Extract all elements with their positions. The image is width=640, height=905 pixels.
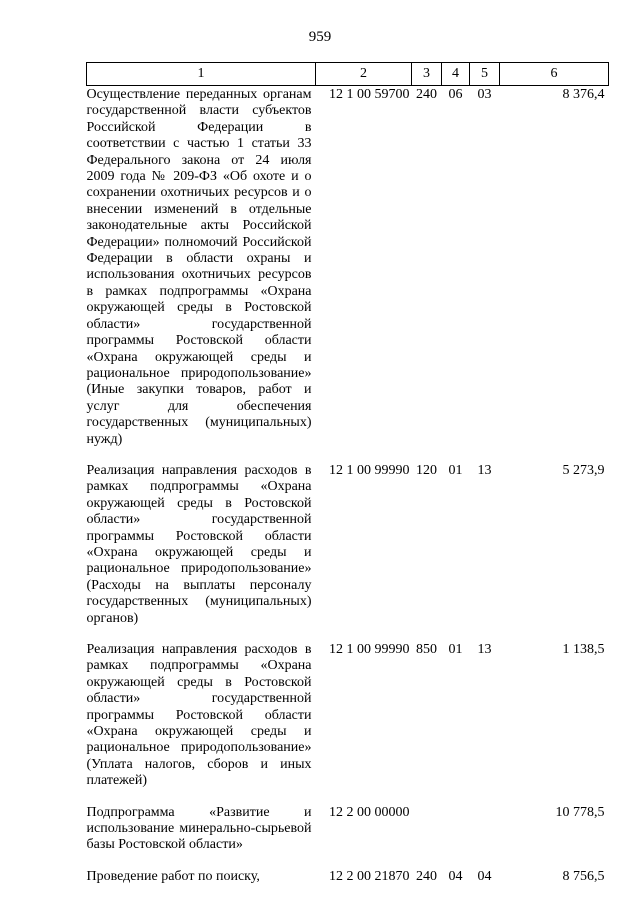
expense-type-code: 240 [416, 868, 437, 884]
table-row [87, 641, 609, 804]
section-code: 04 [448, 868, 463, 884]
subsection-code: 13 [477, 642, 492, 657]
target-article-code: 12 2 00 21870 [329, 868, 410, 884]
page-number: 959 [308, 29, 332, 45]
column-header-3: 3 [412, 63, 442, 86]
column-header-5: 5 [470, 63, 500, 86]
subsection-code [470, 804, 500, 868]
section-code [442, 804, 470, 868]
amount: 1 138,5 [562, 642, 605, 657]
expense-type-code: 850 [416, 642, 437, 657]
budget-table [86, 62, 609, 899]
section-code: 01 [448, 642, 463, 657]
column-header-6: 6 [500, 63, 609, 86]
table-row [87, 462, 609, 641]
expense-name: Проведение работ по поиску, [86, 868, 260, 884]
subsection-code: 03 [477, 87, 492, 102]
table-header [87, 63, 609, 86]
table-body [87, 86, 609, 900]
table-row [87, 86, 609, 462]
amount: 10 778,5 [555, 804, 605, 820]
target-article-code: 12 1 00 59700 [329, 87, 410, 102]
expense-type-code [412, 804, 442, 868]
target-article-code: 12 1 00 99990 [329, 462, 410, 478]
section-code: 06 [448, 87, 463, 102]
subsection-code: 13 [477, 462, 492, 478]
expense-type-code: 120 [416, 462, 437, 478]
expense-name: Подпрограмма «Развитие и использование минерально-сырьевой базы Ростовской области» [86, 804, 312, 853]
column-header-2: 2 [316, 63, 412, 86]
column-header-4: 4 [442, 63, 470, 86]
expense-type-code: 240 [416, 87, 437, 102]
header-row [87, 63, 609, 86]
amount: 8 756,5 [562, 868, 605, 884]
amount: 8 376,4 [562, 87, 605, 102]
table-row [87, 868, 609, 899]
expense-name: Осуществление переданных органам государственной власти субъектов Российской Федерации в соответствии с частью 1 статьи 33 Федерального закона от 24 июля 2009 года № 209-ФЗ «Об охоте и о сохранении охотничьих ресурсов и о внесении изменений в отдельные законодательные акты Российской Федерации» полномочий Российской Федерации в области охраны и использования охотничьих ресурсов в рамках подпрограммы «Охрана окружающей среды в Ростовской области» государственной программы Ростовской области «Охрана окружающей среды и рациональное природопользование» (Иные закупки товаров, работ и услуг для обеспечения государственных (муниципальных) нужд) [86, 87, 312, 447]
subsection-code: 04 [477, 868, 492, 884]
column-header-1: 1 [87, 63, 316, 86]
table-row [87, 804, 609, 868]
expense-name: Реализация направления расходов в рамках подпрограммы «Охрана окружающей среды в Ростовской области» государственной программы Ростовской области «Охрана окружающей среды и рациональное природопользование» (Расходы на выплаты персоналу государственных (муниципальных) органов) [86, 462, 312, 626]
target-article-code: 12 1 00 99990 [329, 642, 410, 657]
expense-name: Реализация направления расходов в рамках подпрограммы «Охрана окружающей среды в Ростовской области» государственной программы Ростовской области «Охрана окружающей среды и рациональное природопользование» (Уплата налогов, сборов и иных платежей) [86, 642, 312, 789]
amount: 5 273,9 [562, 462, 605, 478]
target-article-code: 12 2 00 00000 [329, 804, 410, 820]
section-code: 01 [448, 462, 463, 478]
